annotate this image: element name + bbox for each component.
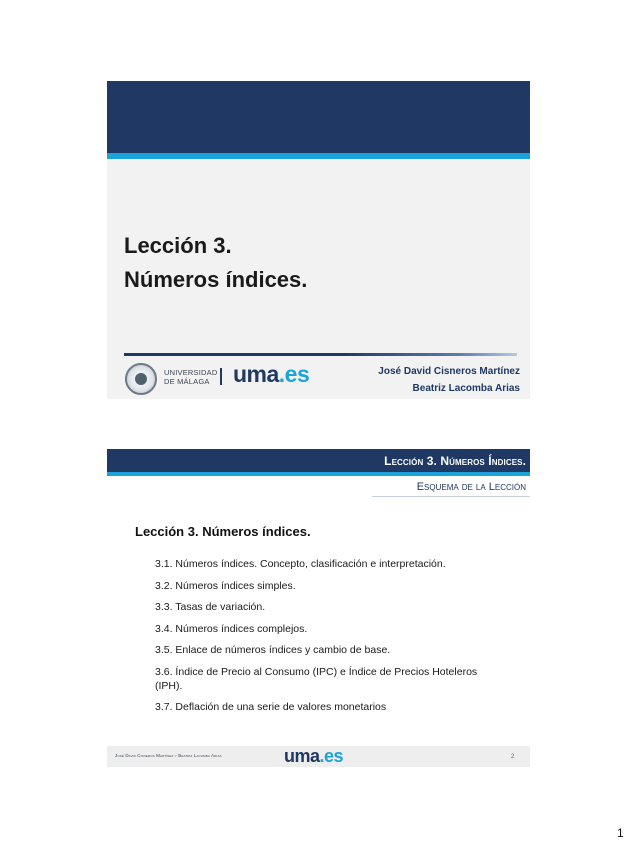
list-item: 3.3. Tasas de variación. xyxy=(155,601,266,613)
university-name-line-1: UNIVERSIDAD xyxy=(164,368,218,377)
logo-separator xyxy=(220,368,222,385)
accent-stripe xyxy=(107,153,530,159)
footer-authors: José David Cisneros Martínez y Beatriz Lacomba Arias xyxy=(115,753,222,758)
author-2: Beatriz Lacomba Arias xyxy=(412,383,520,394)
footer-uma-es: .es xyxy=(319,746,344,766)
outline-list xyxy=(155,557,500,722)
university-name xyxy=(164,368,217,386)
title-slide xyxy=(107,81,530,399)
authors xyxy=(378,363,520,397)
slide-number: 2 xyxy=(511,754,515,760)
list-item: 3.2. Números índices simples. xyxy=(155,579,296,592)
header-band xyxy=(107,81,530,153)
footer-uma-text: uma xyxy=(284,746,320,766)
slide-title xyxy=(124,229,307,297)
section-subtitle: Esquema de la Lección xyxy=(416,481,526,493)
accent-stripe xyxy=(107,472,530,476)
title-line-2: Números índices. xyxy=(124,267,308,292)
uma-logo xyxy=(233,361,309,388)
page-number: 1 xyxy=(617,826,624,840)
uma-logo-text: uma xyxy=(233,361,279,387)
list-item: 3.7. Deflación de una serie de valores monetarios xyxy=(155,701,387,713)
author-1: José David Cisneros Martínez xyxy=(378,366,520,377)
outline-slide xyxy=(107,449,530,767)
list-item: 3.6. Índice de Precio al Consumo (IPC) e Índice de Precios Hoteleros (IPH). xyxy=(155,665,478,692)
uma-logo-es: .es xyxy=(278,361,310,387)
subtitle-underline xyxy=(372,496,530,497)
university-name-line-2: DE MÁLAGA xyxy=(164,377,210,386)
slide-footer xyxy=(107,746,530,767)
title-divider xyxy=(124,353,517,356)
list-item: 3.1. Números índices. Concepto, clasificación e interpretación. xyxy=(155,558,446,570)
university-seal-icon xyxy=(125,363,157,395)
header-title: Lección 3. Números Índices. xyxy=(384,454,526,468)
lesson-title: Lección 3. Números índices. xyxy=(135,524,311,539)
footer-uma-logo xyxy=(284,746,343,767)
list-item: 3.4. Números índices complejos. xyxy=(155,622,308,635)
list-item: 3.5. Enlace de números índices y cambio de base. xyxy=(155,644,391,656)
title-line-1: Lección 3. xyxy=(124,233,232,258)
